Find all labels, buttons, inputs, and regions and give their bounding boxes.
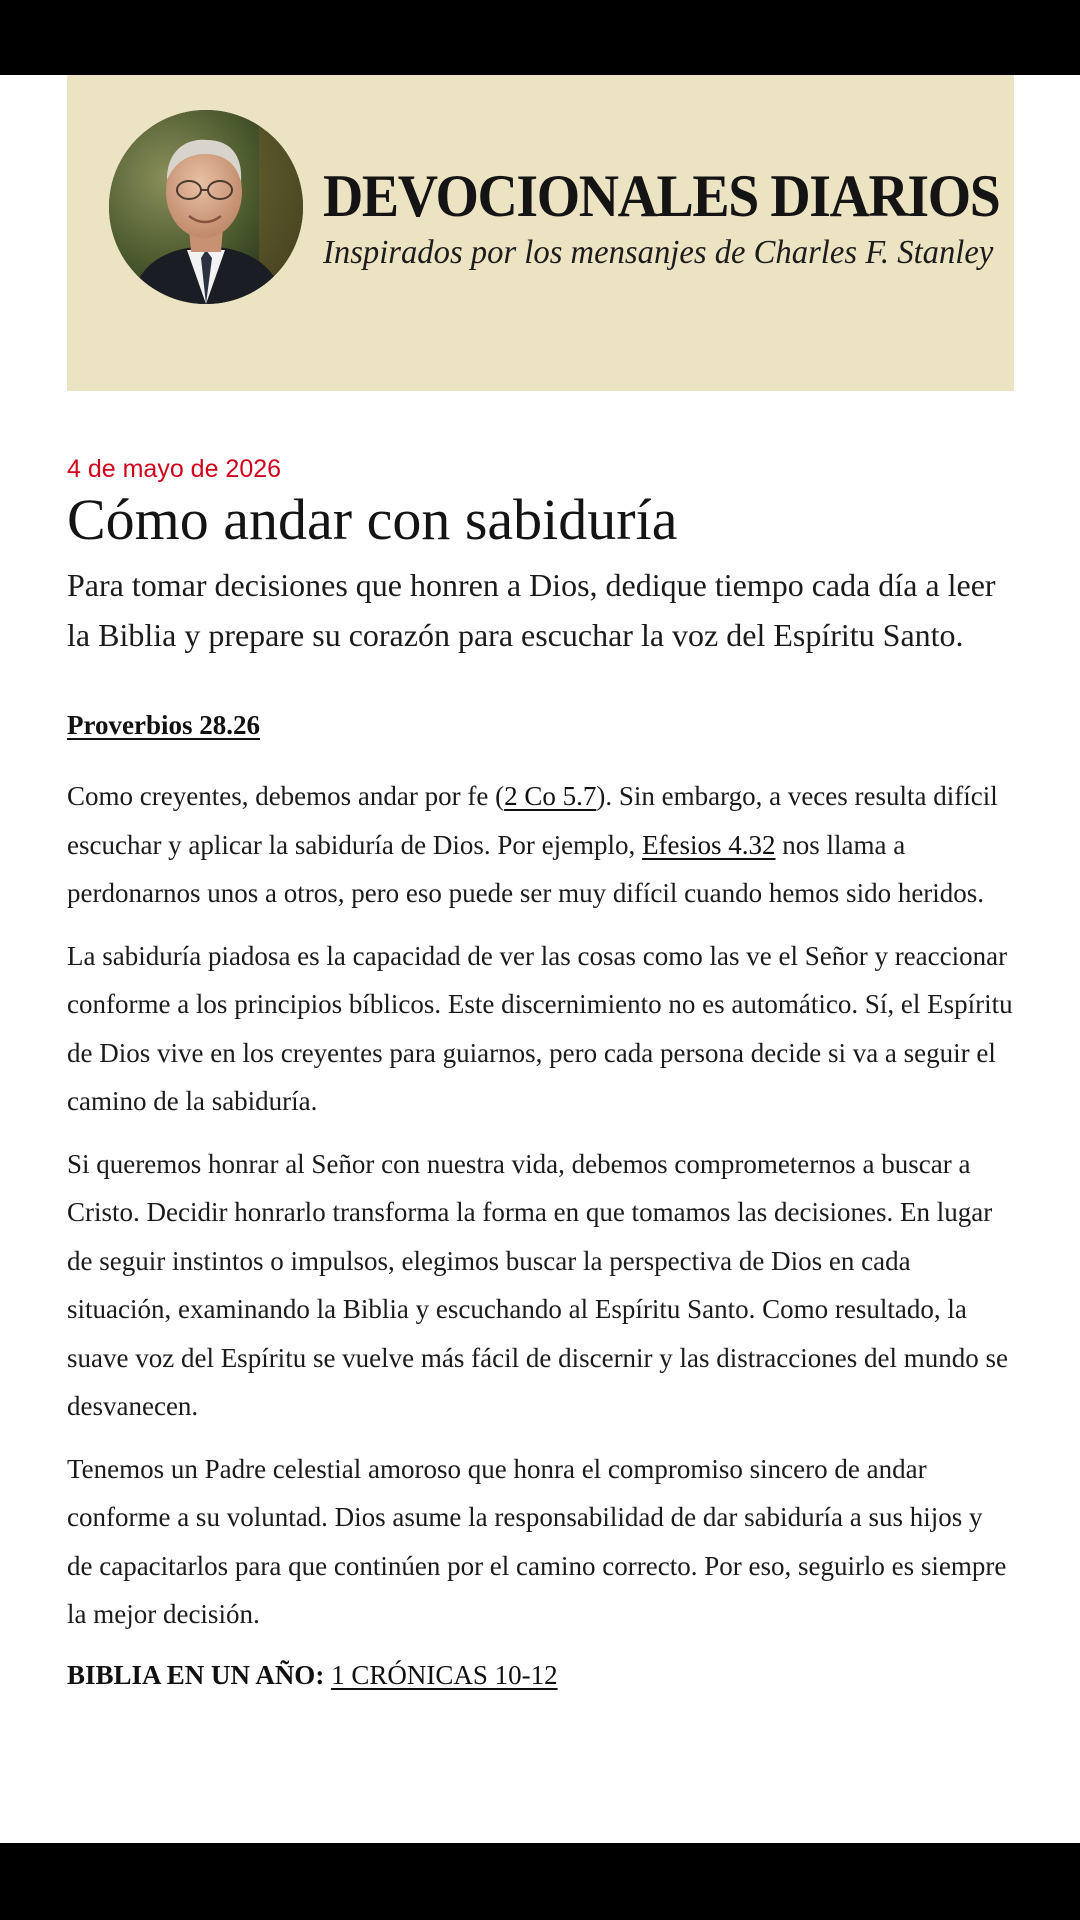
author-photo <box>109 110 303 304</box>
author-portrait-image <box>109 110 303 304</box>
bible-in-a-year-link[interactable]: 1 CRÓNICAS 10-12 <box>331 1659 558 1690</box>
top-black-bar <box>0 0 1080 75</box>
paragraph-2: La sabiduría piadosa es la capacidad de ver las cosas como las ve el Señor y reaccionar conforme a los principios bíblicos. Este discernimiento no es automático. Sí, el Espíritu de Dios vive en los creyentes para guiarnos, pero cada persona decide si va a seguir el camino de la sabiduría. <box>67 940 1013 1116</box>
verse-link-efesios[interactable]: Efesios 4.32 <box>642 829 776 860</box>
bible-in-a-year-label: BIBLIA EN UN AÑO: <box>67 1659 325 1690</box>
brand-subtitle: Inspirados por los mensanjes de Charles F. Stanley <box>323 234 994 271</box>
paragraph-4: Tenemos un Padre celestial amoroso que honra el compromiso sincero de andar conforme a su voluntad. Dios asume la responsabilidad de dar sabiduría a sus hijos y de capacitarlos para que continúen por el camino correcto. Por eso, seguirlo es siempre la mejor decisión. <box>67 1453 1007 1629</box>
paragraph-1-text-c: nos llama a perdonarnos unos a otros, pero eso puede ser muy difícil cuando hemos sido heridos. <box>67 829 985 908</box>
bottom-black-bar <box>0 1843 1080 1920</box>
key-verse-reference <box>67 708 1014 742</box>
verse-link-proverbios[interactable]: Proverbios 28.26 <box>67 710 260 740</box>
header-banner <box>67 75 1014 391</box>
devotional-article <box>67 452 1014 1697</box>
article-summary: Para tomar decisiones que honren a Dios, dedique tiempo cada día a leer la Biblia y prepare su corazón para escuchar la voz del Espíritu Santo. <box>67 567 996 653</box>
paragraph-3: Si queremos honrar al Señor con nuestra vida, debemos comprometernos a buscar a Cristo. Decidir honrarlo transforma la forma en que tomamos las decisiones. En lugar de seguir instintos o impulsos, elegimos buscar la perspectiva de Dios en cada situación, examinando la Biblia y escuchando al Espíritu Santo. Como resultado, la suave voz del Espíritu se vuelve más fácil de discernir y las distracciones del mundo se desvanecen. <box>67 1148 1008 1421</box>
bible-in-a-year <box>67 1653 1014 1697</box>
article-date: 4 de mayo de 2026 <box>67 455 282 483</box>
verse-link-2-corintios[interactable]: 2 Co 5.7 <box>504 781 597 811</box>
brand-title: DEVOCIONALES DIARIOS <box>323 163 1000 229</box>
paragraph-1 <box>67 772 1014 918</box>
paragraph-1-text-b: ). Sin embargo, a veces resulta difícil escuchar y aplicar la sabiduría de Dios. Por ejemplo, <box>67 781 998 860</box>
article-title: Cómo andar con sabiduría <box>67 487 678 552</box>
paragraph-1-text-a: Como creyentes, debemos andar por fe ( <box>67 781 505 811</box>
